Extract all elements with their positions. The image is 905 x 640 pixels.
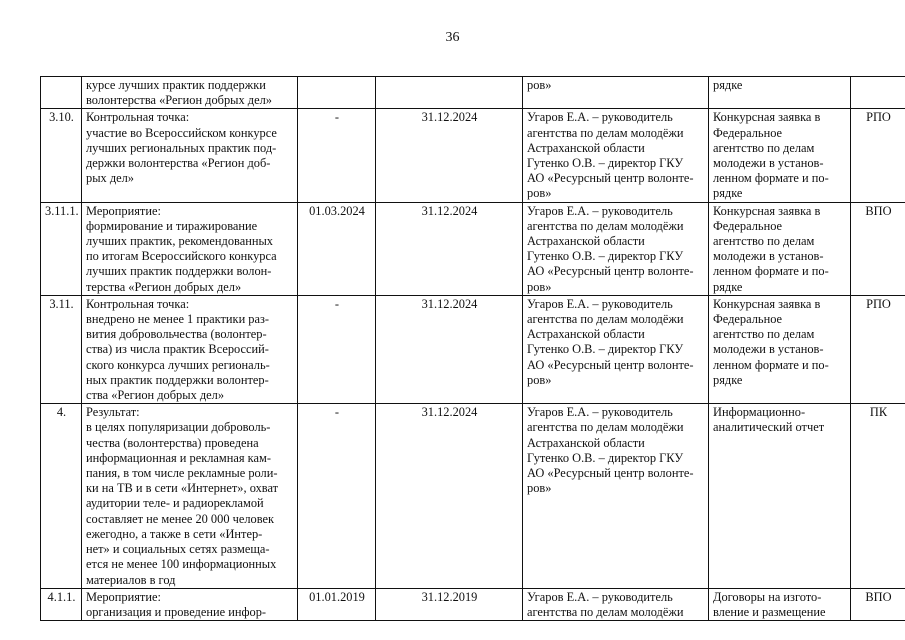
row-description-line: Контрольная точка:: [86, 296, 190, 311]
row-responsible: [523, 404, 709, 588]
row-description-line: организация и проведение инфор-: [86, 604, 267, 619]
row-responsible: [523, 109, 709, 202]
row-responsible-line: Угаров Е.А. – руководитель: [527, 589, 673, 604]
row-start-date: 01.03.2024: [298, 202, 376, 295]
row-responsible-line: АО «Ресурсный центр волонте-: [527, 466, 694, 481]
row-description-line: вития добровольчества (волонтер-: [86, 327, 267, 342]
row-start-date: -: [298, 109, 376, 202]
row-document-line: Конкурсная заявка в: [713, 203, 821, 218]
row-type: ВПО: [851, 588, 905, 620]
row-description-line: Контрольная точка:: [86, 110, 190, 125]
row-number: 3.11.1.: [41, 202, 82, 295]
row-description-line: ского конкурса лучших региональ-: [86, 357, 270, 372]
row-description-line: волонтерства «Регион добрых дел»: [86, 93, 272, 108]
row-description-line: лучших практик поддержки волон-: [86, 264, 272, 279]
row-description: [82, 404, 298, 588]
row-description: [82, 588, 298, 620]
row-document: [709, 202, 851, 295]
row-end-date: [376, 77, 523, 109]
row-type: ВПО: [851, 202, 905, 295]
row-description-line: нет» и социальных сетях размеща-: [86, 542, 270, 557]
row-document-line: рядке: [713, 78, 743, 92]
row-responsible: [523, 295, 709, 403]
row-start-date: [298, 77, 376, 109]
row-document-line: Информационно-: [713, 405, 806, 420]
row-responsible: [523, 77, 709, 109]
row-responsible: [523, 588, 709, 620]
row-description: [82, 295, 298, 403]
row-document-line: агентство по делам: [713, 234, 815, 249]
row-start-date: 01.01.2019: [298, 588, 376, 620]
table-row: [41, 109, 905, 202]
row-document-line: молодежи в установ-: [713, 342, 824, 357]
row-document-line: Конкурсная заявка в: [713, 296, 821, 311]
row-responsible-line: ров»: [527, 186, 552, 201]
row-document-line: рядке: [713, 279, 743, 294]
row-document-line: Федеральное: [713, 312, 783, 327]
row-description-line: ных практик поддержки волонтер-: [86, 372, 269, 387]
row-description-line: составляет не менее 20 000 человек: [86, 511, 275, 526]
row-document-line: Договоры на изгото-: [713, 589, 822, 604]
row-description-line: материалов в год: [86, 572, 176, 587]
row-responsible-line: агентства по делам молодёжи: [527, 420, 684, 435]
row-responsible-line: Угаров Е.А. – руководитель: [527, 203, 673, 218]
row-document-line: рядке: [713, 186, 743, 201]
row-description-line: Результат:: [86, 405, 140, 420]
row-responsible-line: агентства по делам молодёжи: [527, 218, 684, 233]
row-description-line: формирование и тиражирование: [86, 218, 258, 233]
row-responsible-line: Астраханской области: [527, 234, 645, 249]
row-number: 3.11.: [41, 295, 82, 403]
plan-table-body: [41, 77, 905, 621]
row-description-line: аудитории теле- и радиорекламой: [86, 496, 264, 511]
row-description-line: лучших региональных практик под-: [86, 140, 277, 155]
row-description-line: по итогам Всероссийского конкурса: [86, 249, 277, 264]
row-document-line: ленном формате и по-: [713, 264, 829, 279]
table-row: [41, 588, 905, 620]
row-responsible-line: Угаров Е.А. – руководитель: [527, 110, 673, 125]
row-document-line: рядке: [713, 372, 743, 387]
row-description-line: рых дел»: [86, 171, 134, 186]
table-row: [41, 295, 905, 403]
row-description-line: пания, в том числе рекламные роли-: [86, 466, 278, 481]
row-document: [709, 588, 851, 620]
row-description-line: чества (волонтерства) проведена: [86, 435, 259, 450]
row-description-line: лучших практик, рекомендованных: [86, 234, 274, 249]
row-responsible-line: Астраханской области: [527, 140, 645, 155]
row-description-line: внедрено не менее 1 практики раз-: [86, 312, 270, 327]
row-description-line: Мероприятие:: [86, 203, 161, 218]
row-document-line: агентство по делам: [713, 140, 815, 155]
row-description-line: терства «Регион добрых дел»: [86, 279, 242, 294]
row-document-line: ленном формате и по-: [713, 357, 829, 372]
row-end-date: 31.12.2024: [376, 109, 523, 202]
row-document-line: агентство по делам: [713, 327, 815, 342]
row-type: РПО: [851, 295, 905, 403]
row-responsible-line: Угаров Е.А. – руководитель: [527, 405, 673, 420]
row-responsible-line: Угаров Е.А. – руководитель: [527, 296, 673, 311]
row-number: [41, 77, 82, 109]
row-description-line: ежегодно, а также в сети «Интер-: [86, 526, 263, 541]
row-description: [82, 202, 298, 295]
row-responsible-line: ров»: [527, 481, 552, 496]
row-document-line: ленном формате и по-: [713, 171, 829, 186]
row-type: РПО: [851, 109, 905, 202]
row-responsible-line: ров»: [527, 279, 552, 294]
row-description-line: информационная и рекламная кам-: [86, 450, 271, 465]
row-description-line: держки волонтерства «Регион доб-: [86, 156, 271, 171]
row-responsible-line: Гутенко О.В. – директор ГКУ: [527, 342, 684, 357]
row-end-date: 31.12.2024: [376, 404, 523, 588]
row-responsible-line: Астраханской области: [527, 435, 645, 450]
row-description-line: участие во Всероссийском конкурсе: [86, 125, 277, 140]
row-type: ПК: [851, 404, 905, 588]
table-row: [41, 77, 905, 109]
row-document-line: аналитический отчет: [713, 420, 825, 435]
row-document-line: Федеральное: [713, 125, 783, 140]
row-document-line: Федеральное: [713, 218, 783, 233]
row-responsible-line: АО «Ресурсный центр волонте-: [527, 357, 694, 372]
row-description-line: ки на ТВ и в сети «Интернет», охват: [86, 481, 279, 496]
page-number: 36: [445, 30, 460, 45]
row-end-date: 31.12.2024: [376, 295, 523, 403]
row-responsible-line: Гутенко О.В. – директор ГКУ: [527, 156, 684, 171]
row-end-date: 31.12.2019: [376, 588, 523, 620]
row-responsible-line: агентства по делам молодёжи: [527, 125, 684, 140]
row-responsible-line: агентства по делам молодёжи: [527, 312, 684, 327]
row-document-line: молодежи в установ-: [713, 156, 824, 171]
plan-table: [40, 76, 905, 621]
row-description-line: ства «Регион добрых дел»: [86, 388, 225, 403]
row-document: [709, 77, 851, 109]
row-responsible-line: АО «Ресурсный центр волонте-: [527, 171, 694, 186]
row-document-line: вление и размещение: [713, 604, 826, 619]
row-responsible-line: АО «Ресурсный центр волонте-: [527, 264, 694, 279]
row-responsible-line: агентства по делам молодёжи: [527, 604, 684, 619]
row-description-line: ства) из числа практик Всероссий-: [86, 342, 269, 357]
row-document: [709, 109, 851, 202]
row-end-date: 31.12.2024: [376, 202, 523, 295]
row-start-date: -: [298, 404, 376, 588]
row-responsible-line: ров»: [527, 78, 552, 92]
table-row: [41, 202, 905, 295]
row-document: [709, 404, 851, 588]
row-document-line: Конкурсная заявка в: [713, 110, 821, 125]
row-number: 4.1.1.: [41, 588, 82, 620]
row-description: [82, 77, 298, 109]
row-document: [709, 295, 851, 403]
row-description: [82, 109, 298, 202]
row-document-line: молодежи в установ-: [713, 249, 824, 264]
table-row: [41, 404, 905, 588]
row-start-date: -: [298, 295, 376, 403]
row-description-line: ется не менее 100 информационных: [86, 557, 277, 572]
row-number: 3.10.: [41, 109, 82, 202]
row-responsible: [523, 202, 709, 295]
row-description-line: курсе лучших практик поддержки: [86, 78, 266, 92]
row-type: [851, 77, 905, 109]
row-description-line: Мероприятие:: [86, 589, 161, 604]
row-description-line: в целях популяризации доброволь-: [86, 420, 271, 435]
row-responsible-line: Гутенко О.В. – директор ГКУ: [527, 450, 684, 465]
row-responsible-line: Гутенко О.В. – директор ГКУ: [527, 249, 684, 264]
row-responsible-line: ров»: [527, 372, 552, 387]
row-number: 4.: [41, 404, 82, 588]
row-responsible-line: Астраханской области: [527, 327, 645, 342]
